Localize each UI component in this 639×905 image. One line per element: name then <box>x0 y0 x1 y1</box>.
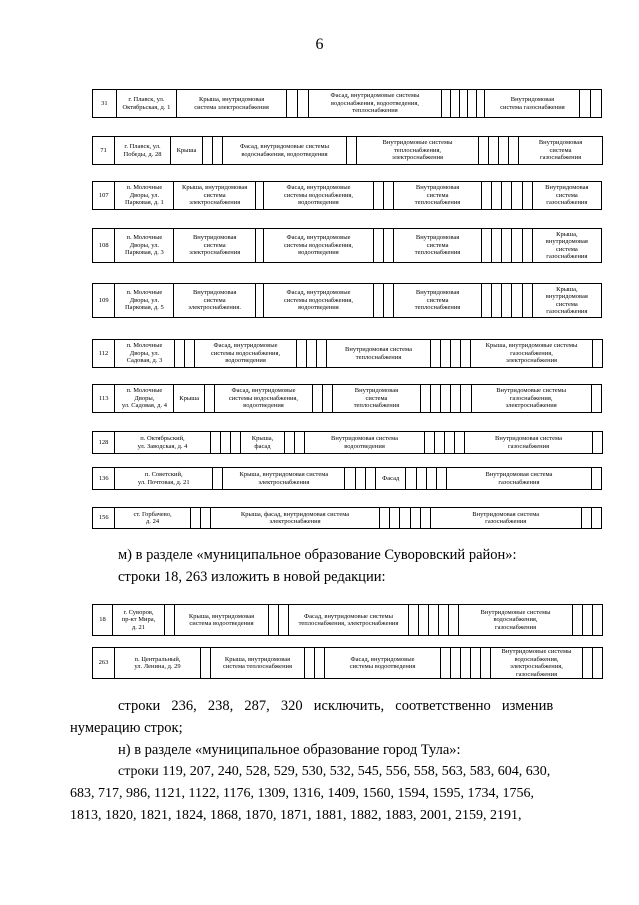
empty-cell <box>384 182 394 210</box>
table-row <box>92 283 602 318</box>
empty-cell <box>255 284 263 318</box>
empty-cell <box>430 385 440 413</box>
address-cell: г. Суворов, пр-кт Мира, д. 21 <box>113 605 165 636</box>
empty-cell <box>175 340 185 368</box>
address-cell: п. Центральный, ул. Ленина, д. 29 <box>115 648 201 679</box>
empty-cell <box>410 508 420 529</box>
empty-cell <box>213 137 223 165</box>
empty-cell <box>593 605 603 636</box>
empty-cell <box>591 468 601 490</box>
table-row <box>92 604 603 636</box>
empty-cell <box>380 508 390 529</box>
empty-cell <box>593 432 603 454</box>
empty-cell <box>255 182 263 210</box>
empty-cell <box>461 648 471 679</box>
empty-cell <box>287 90 298 118</box>
empty-cell <box>317 340 327 368</box>
section-n-heading: н) в разделе «муниципальное образование город Тула»: <box>118 742 461 758</box>
work-cell: Фасад, внутридомовые системы водоснабжения, водоотведения <box>215 385 313 413</box>
work-cell: Крыша, фасад, внутридомовая система электроснабжения <box>211 508 380 529</box>
address-cell: п. Молочные Дворы, ул. Садовая, д. 4 <box>115 385 174 413</box>
empty-cell <box>451 340 461 368</box>
empty-cell <box>295 432 305 454</box>
work-cell: Внутридомовая система газоснабжения <box>485 90 580 118</box>
empty-cell <box>522 229 532 263</box>
empty-cell <box>461 385 471 413</box>
work-cell: Внутридомовая система теплоснабжения <box>394 182 482 210</box>
row-number: 108 <box>93 229 115 263</box>
empty-cell <box>221 432 231 454</box>
empty-cell <box>439 605 449 636</box>
empty-cell <box>461 340 471 368</box>
empty-cell <box>373 182 383 210</box>
empty-cell <box>204 385 214 413</box>
empty-cell <box>451 385 461 413</box>
empty-cell <box>512 284 522 318</box>
empty-cell <box>502 182 512 210</box>
table-row <box>92 228 602 263</box>
page-number: 6 <box>315 36 324 53</box>
empty-cell <box>441 648 451 679</box>
empty-cell <box>345 468 355 490</box>
address-cell: п. Молочные Дворы, ул. Парковая, д. 5 <box>115 284 174 318</box>
empty-cell <box>390 508 400 529</box>
work-cell: Внутридомовые системы водоснабжения, электроснабжения, газоснабжения <box>491 648 583 679</box>
work-cell: Фасад <box>375 468 406 490</box>
row-number: 112 <box>93 340 115 368</box>
empty-cell <box>426 468 436 490</box>
empty-cell <box>449 605 459 636</box>
empty-cell <box>580 90 591 118</box>
empty-cell <box>479 137 489 165</box>
empty-cell <box>373 284 383 318</box>
work-cell: Крыша, внутридомовая система теплоснабжения <box>211 648 305 679</box>
empty-cell <box>502 284 512 318</box>
empty-cell <box>165 605 175 636</box>
empty-cell <box>231 432 241 454</box>
section-m-heading: м) в разделе «муниципальное образование Суворовский район»: <box>118 547 517 563</box>
empty-cell <box>425 432 435 454</box>
work-cell: Крыша, внутридомовая система водоотведения <box>175 605 269 636</box>
empty-cell <box>384 284 394 318</box>
empty-cell <box>492 182 502 210</box>
table-row <box>92 431 603 454</box>
row-number: 107 <box>93 182 115 210</box>
address-cell: п. Советский, ул. Почтовая, д. 21 <box>115 468 213 490</box>
work-cell: Внутридомовая система теплоснабжения <box>394 229 482 263</box>
work-cell: Внутридомовая система газоснабжения <box>447 468 592 490</box>
empty-cell <box>416 468 426 490</box>
section-n-rows-3: 1813, 1820, 1821, 1824, 1868, 1870, 1871, 1881, 1882, 1883, 2001, 2159, 2191, <box>70 808 522 823</box>
empty-cell <box>583 648 593 679</box>
row-number: 31 <box>93 90 117 118</box>
row-number: 71 <box>93 137 115 165</box>
empty-cell <box>591 90 602 118</box>
work-cell: Крыша, внутридомовая система электроснабжения <box>223 468 345 490</box>
empty-cell <box>476 90 485 118</box>
empty-cell <box>315 648 325 679</box>
work-cell: Внутридомовая система газоснабжения <box>430 508 581 529</box>
address-cell: п. Молочные Дворы, ул. Садовая, д. 3 <box>115 340 175 368</box>
empty-cell <box>269 605 279 636</box>
empty-cell <box>481 182 491 210</box>
empty-cell <box>400 508 410 529</box>
empty-cell <box>459 90 468 118</box>
empty-cell <box>312 385 322 413</box>
empty-cell <box>211 432 221 454</box>
section-n-rows-1: строки 119, 207, 240, 528, 529, 530, 532, 545, 556, 558, 563, 583, 604, 630, <box>118 764 551 779</box>
empty-cell <box>420 508 430 529</box>
empty-cell <box>451 648 461 679</box>
empty-cell <box>185 340 195 368</box>
empty-cell <box>431 340 441 368</box>
empty-cell <box>365 468 375 490</box>
empty-cell <box>373 229 383 263</box>
empty-cell <box>200 508 210 529</box>
exclusion-line-1: строки 236, 238, 287, 320 исключить, соответственно изменив <box>118 698 554 714</box>
address-cell: п. Молочные Дворы, ул. Парковая, д. 3 <box>115 229 174 263</box>
work-cell: Внутридомовая система газоснабжения <box>519 137 603 165</box>
empty-cell <box>384 229 394 263</box>
empty-cell <box>450 90 459 118</box>
table-row <box>92 136 603 165</box>
empty-cell <box>499 137 509 165</box>
work-cell: Фасад, внутридомовые системы водоснабжения, водоотведения <box>264 229 374 263</box>
empty-cell <box>471 648 481 679</box>
empty-cell <box>323 385 333 413</box>
empty-cell <box>591 385 601 413</box>
work-cell: Внутридомовые системы теплоснабжения, электроснабжения <box>357 137 479 165</box>
empty-cell <box>593 648 603 679</box>
empty-cell <box>279 605 289 636</box>
empty-cell <box>492 284 502 318</box>
work-cell: Крыша, внутридомовая система газоснабжения <box>532 284 601 318</box>
address-cell: г. Плавск, ул. Октябрьская, д. 1 <box>116 90 176 118</box>
empty-cell <box>481 648 491 679</box>
table-row <box>92 647 603 679</box>
work-cell: Крыша, фасад <box>241 432 285 454</box>
address-cell: г. Плавск, ул. Победы, д. 28 <box>115 137 171 165</box>
empty-cell <box>445 432 455 454</box>
empty-cell <box>522 284 532 318</box>
work-cell: Внутридомовая система теплоснабжения <box>394 284 482 318</box>
empty-cell <box>355 468 365 490</box>
work-cell: Фасад, внутридомовые системы водоснабжения, водоотведения <box>223 137 347 165</box>
table-row <box>92 507 602 529</box>
work-cell: Внутридомовая система электроснабжения <box>174 229 255 263</box>
work-cell: Крыша, внутридомовые системы газоснабжения, электроснабжения <box>471 340 593 368</box>
empty-cell <box>406 468 416 490</box>
work-cell: Внутридомовая система водоотведения <box>305 432 425 454</box>
empty-cell <box>255 229 263 263</box>
empty-cell <box>297 340 307 368</box>
empty-cell <box>419 605 429 636</box>
work-cell: Фасад, внутридомовые системы водоснабжения, водоотведения <box>264 284 374 318</box>
row-number: 136 <box>93 468 115 490</box>
empty-cell <box>481 229 491 263</box>
empty-cell <box>522 182 532 210</box>
empty-cell <box>190 508 200 529</box>
row-number: 263 <box>93 648 115 679</box>
row-number: 18 <box>93 605 113 636</box>
address-cell: ст. Горбачево, д. 24 <box>115 508 190 529</box>
empty-cell <box>437 468 447 490</box>
work-cell: Крыша, внутридомовая система электроснабжения <box>177 90 287 118</box>
empty-cell <box>201 648 211 679</box>
work-cell: Фасад, внутридомовые системы теплоснабжения, электроснабжения <box>289 605 409 636</box>
empty-cell <box>285 432 295 454</box>
table-row <box>92 339 603 368</box>
empty-cell <box>347 137 357 165</box>
work-cell: Внутридомовая система газоснабжения <box>532 182 601 210</box>
section-m-instruction: строки 18, 263 изложить в новой редакции: <box>118 569 386 585</box>
empty-cell <box>512 182 522 210</box>
table-row <box>92 467 602 490</box>
empty-cell <box>435 432 445 454</box>
table-row <box>92 384 602 413</box>
work-cell: Крыша, внутридомовая система электроснабжения <box>174 182 255 210</box>
empty-cell <box>203 137 213 165</box>
row-number: 156 <box>93 508 115 529</box>
empty-cell <box>581 508 591 529</box>
empty-cell <box>441 385 451 413</box>
empty-cell <box>429 605 439 636</box>
empty-cell <box>455 432 465 454</box>
empty-cell <box>492 229 502 263</box>
row-number: 128 <box>93 432 115 454</box>
work-cell: Внутридомовые системы водоснабжения, газоснабжения <box>459 605 573 636</box>
empty-cell <box>591 508 601 529</box>
empty-cell <box>307 340 317 368</box>
work-cell: Фасад, внутридомовые системы водоснабжения, водоотведения <box>264 182 374 210</box>
work-cell: Фасад, внутридомовые системы водоснабжения, водоотведения <box>195 340 297 368</box>
work-cell: Фасад, внутридомовые системы водоотведения <box>325 648 441 679</box>
work-cell: Внутридомовая система электроснабжения. <box>174 284 255 318</box>
empty-cell <box>593 340 603 368</box>
table-row <box>92 181 602 210</box>
work-cell: Внутридомовая система теплоснабжения <box>333 385 421 413</box>
exclusion-line-2: нумерацию строк; <box>70 720 183 736</box>
address-cell: п. Октябрьский, ул. Заводская, д. 4 <box>115 432 211 454</box>
empty-cell <box>502 229 512 263</box>
section-n-rows-2: 683, 717, 986, 1121, 1122, 1176, 1309, 1316, 1409, 1560, 1594, 1595, 1734, 1756, <box>70 786 534 801</box>
empty-cell <box>420 385 430 413</box>
work-cell: Внутридомовая система газоснабжения <box>465 432 593 454</box>
work-cell: Внутридомовая система теплоснабжения <box>327 340 431 368</box>
empty-cell <box>441 340 451 368</box>
empty-cell <box>583 605 593 636</box>
empty-cell <box>468 90 477 118</box>
empty-cell <box>512 229 522 263</box>
empty-cell <box>213 468 223 490</box>
address-cell: п. Молочные Дворы, ул. Парковая, д. 1 <box>115 182 174 210</box>
work-cell: Крыша <box>174 385 205 413</box>
work-cell: Внутридомовые системы газоснабжения, электроснабжения <box>471 385 591 413</box>
empty-cell <box>509 137 519 165</box>
empty-cell <box>442 90 451 118</box>
row-number: 109 <box>93 284 115 318</box>
empty-cell <box>481 284 491 318</box>
empty-cell <box>409 605 419 636</box>
work-cell: Фасад, внутридомовые системы водоснабжения, водоотведения, теплоснабжения <box>308 90 442 118</box>
work-cell: Крыша, внутридомовая система газоснабжения <box>532 229 601 263</box>
empty-cell <box>305 648 315 679</box>
empty-cell <box>489 137 499 165</box>
empty-cell <box>297 90 308 118</box>
work-cell: Крыша <box>171 137 203 165</box>
empty-cell <box>573 605 583 636</box>
table-row <box>92 89 602 118</box>
row-number: 113 <box>93 385 115 413</box>
